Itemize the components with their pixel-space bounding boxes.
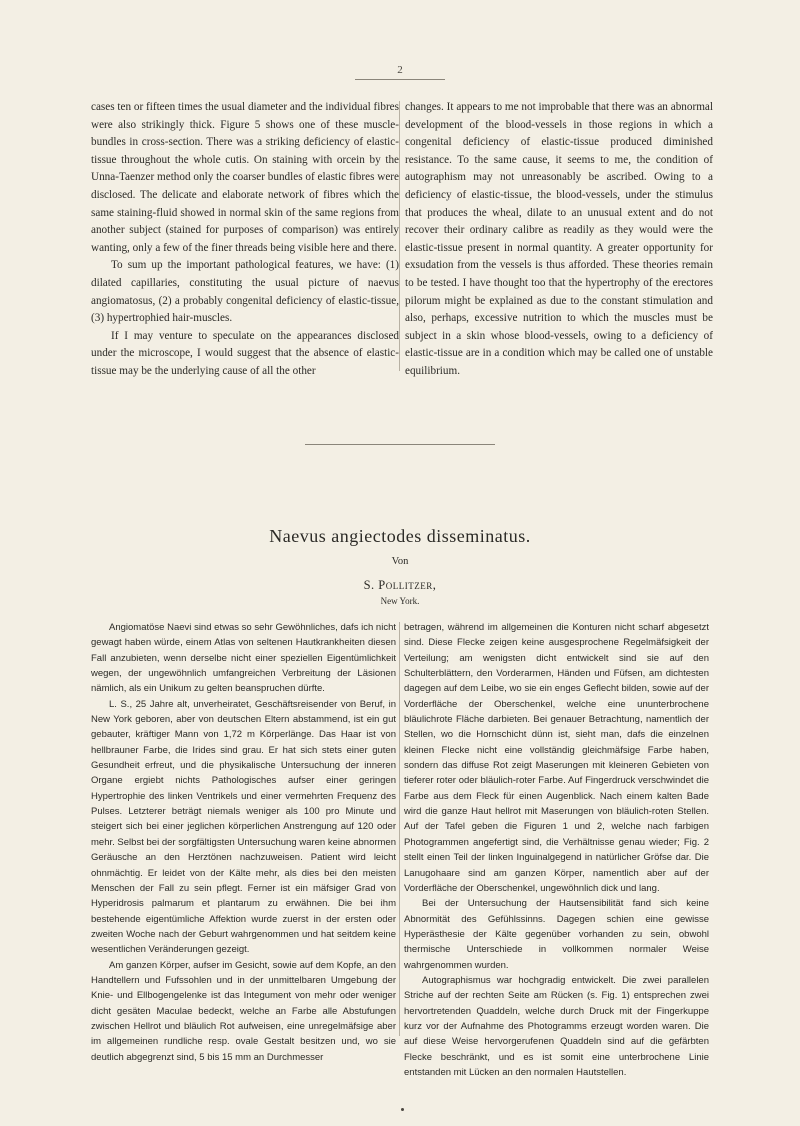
ink-mark bbox=[401, 1108, 404, 1111]
author-affiliation: New York. bbox=[380, 596, 420, 606]
top-right-column bbox=[405, 99, 713, 381]
paragraph: To sum up the important pathological features, we have: (1) dilated capillaries, constituting the usual picture of naevus angiomatosus, (2) a probably congenital deficiency of elastic-tissue, (3) hypertrophied hair-muscles. bbox=[91, 259, 399, 325]
paragraph: Bei der Untersuchung der Hautsensibilität fand sich keine Abnormität des Gefühlssinns. Dagegen schien eine gewisse Hyperästhesie der Kälte gegenüber vorhanden zu sein, obwohl thermische Unterschiede in vollkommen normaler Weise wahrgenommen wurden. bbox=[404, 898, 709, 971]
paragraph: betragen, während im allgemeinen die Konturen nicht scharf abgesetzt sind. Diese Flecke zeigen keine ausgesprochene Regelmäfsigkeit der Verteilung; am wenigsten dicht entwickelt sind sie auf den Schulterblättern, den Vorderarmen, Händen und Füfsen, am dichtesten dagegen auf dem Leibe, wo sie ein enges Geflecht bilden, sowie auf der Vorderfläche der Oberschenkel, welche eine ununterbrochene bläulichrote Fläche darbieten. Bei genauer Betrachtung, namentlich der Stellen, wo die Hornschicht dünn ist, sieht man, dafs die einzelnen kleinen Flecke nicht eine vollständig gleichmäfsige Farbe haben, sondern das diffuse Rot zeigt Maserungen mit kleineren Gebieten von tieferer roter oder bläulich-roter Farbe. Auf Fingerdruck verschwindet die Farbe aus dem Fleck für einen Augenblick. Nach einem kalten Bade wird die ganze Haut hellrot mit Maserungen von bläulich-roten Stellen. Auf der Tafel geben die Figuren 1 und 2, welche nach farbigen Photogrammen angefertigt sind, die Verhältnisse genau wieder; Fig. 2 stellt einen Teil der linken Inguinalgegend in natürlicher Gröfse dar. Die Lanugohaare sind am ganzen Körper, namentlich aber auf der Vorderfläche der Oberschenkel, ungewöhnlich dick und lang. bbox=[404, 622, 709, 894]
paragraph: changes. It appears to me not improbable that there was an abnormal development of the blood-vessels in those regions in which a congenital deficiency of elastic-tissue produced diminished resistance. To the same cause, it seems to me, the condition of autographism may not unreasonably be ascribed. Owing to a deficiency of elastic-tissue, the blood-vessels, under the stimulus that produces the wheal, dilate to an unusual extent and do not recover their ordinary calibre as readily as they would were the elastic-tissue present in normal quantity. A greater opportunity for exsudation from the vessels is thus afforded. These theories remain to be tested. I have thought too that the hypertrophy of the erectores pilorum might be explained as due to the constant stimulation and also, perhaps, excessive nutrition to which the muscles must be subject in a skin whose blood-vessels, owing to a deficiency of elastic-tissue are in a condition which may be called one of unstable equilibrium. bbox=[405, 101, 713, 377]
paragraph: L. S., 25 Jahre alt, unverheiratet, Geschäftsreisender von Beruf, in New York geboren, aber von deutschen Eltern abstammend, ist ein gut gebauter, kräftiger Mann von 1,72 m Körperlänge. Das Haar ist von hellbrauner Farbe, die Irides sind grau. Er hat sich stets einer guten Gesundheit erfreut, und die physikalische Untersuchung der inneren Organe ergiebt nichts Pathologisches aufser einer geringen Hypertrophie des linken Ventrikels und einer vermehrten Frequenz des Pulses. Letzterer beträgt niemals weniger als 100 pro Minute und steigert sich bei einer jeglichen körperlichen Anstrengung auf 120 oder mehr. Selbst bei der sorgfältigsten Untersuchung waren keine abnormen Geräusche an den Herztönen nachzuweisen. Patient wird leicht ohnmächtig. Er leidet von der Kälte mehr, als dies bei den meisten Menschen der Fall zu sein pflegt. Ferner ist ein mäfsiger Grad von Hyperidrosis palmarum et plantarum zu erwähnen. Die bei ihm bestehende eigentümliche Affektion wurde zuerst in der ersten oder zweiten Woche nach der Geburt wahrgenommen und hat seitdem keine wesentlichen Veränderungen gezeigt. bbox=[91, 698, 396, 956]
paragraph: If I may venture to speculate on the appearances disclosed under the microscope, I would suggest that the absence of elastic-tissue may be the underlying cause of all the other bbox=[91, 329, 399, 377]
column-divider bbox=[399, 622, 400, 1036]
paragraph: Autographismus war hochgradig entwickelt. Die zwei parallelen Striche auf der rechten Seite am Rücken (s. Fig. 1) entsprechen zwei hervortretenden Quaddeln, welche durch Druck mit der Fingerkuppe kurz vor der Aufnahme des Photogramms erzeugt worden waren. Die auf diese Weise hervorgerufenen Quaddeln sind auf die gefärbten Flecke beschränkt, und es ist somit eine unterbrochene Linie entstanden mit Lücken an den normalen Hautstellen. bbox=[404, 974, 709, 1078]
article-title: Naevus angiectodes disseminatus. bbox=[269, 526, 531, 546]
page-number: 2 bbox=[397, 64, 403, 76]
bottom-left-column bbox=[91, 620, 396, 1065]
paragraph: Angiomatöse Naevi sind etwas so sehr Gewöhnliches, dafs ich nicht gewagt haben würde, einem Atlas von seltenen Hautkrankheiten diesen Fall anzubieten, wenn derselbe nicht einer speziellen Eigentümlichkeit wegen, der ungewöhnlich umfangreichen Verbreitung der Läsionen nämlich, als ein Unikum zu gelten beanspruchen dürfte. bbox=[91, 622, 396, 695]
section-divider bbox=[305, 444, 495, 445]
header-rule bbox=[355, 79, 445, 80]
bottom-right-column bbox=[404, 620, 709, 1080]
paragraph: Am ganzen Körper, aufser im Gesicht, sowie auf dem Kopfe, an den Handtellern und Fufssohlen und in der unmittelbaren Umgebung der Knie- und Ellbogengelenke ist das Integument von mehr oder weniger dicht gesäten Maculae bedeckt, welche an Farbe alle Abstufungen zwischen Hellrot und bläulich Rot aufweisen, eine unregelmäfsige aber im allgemeinen rundliche resp. ovale Gestalt besitzen und, wo sie deutlich abgegrenzt sind, 5 bis 15 mm an Durchmesser bbox=[91, 959, 396, 1063]
top-left-column bbox=[91, 99, 399, 381]
paragraph: cases ten or fifteen times the usual diameter and the individual fibres were also strikingly thick. Figure 5 shows one of these muscle-bundles in cross-section. There was a striking deficiency of elastic-tissue throughout the whole cutis. On staining with orcein by the Unna-Taenzer method only the coarser bundles of elastic fibres were disclosed. The delicate and elaborate network of fibres which the same staining-fluid showed in normal skin of the same regions from another subject (stained for purposes of comparison) was entirely wanting, only a few of the finer threads being visible here and there. bbox=[91, 101, 399, 254]
author-name: S. Pollitzer, bbox=[363, 578, 437, 592]
column-divider bbox=[399, 101, 400, 371]
byline-prefix: Von bbox=[391, 556, 409, 567]
